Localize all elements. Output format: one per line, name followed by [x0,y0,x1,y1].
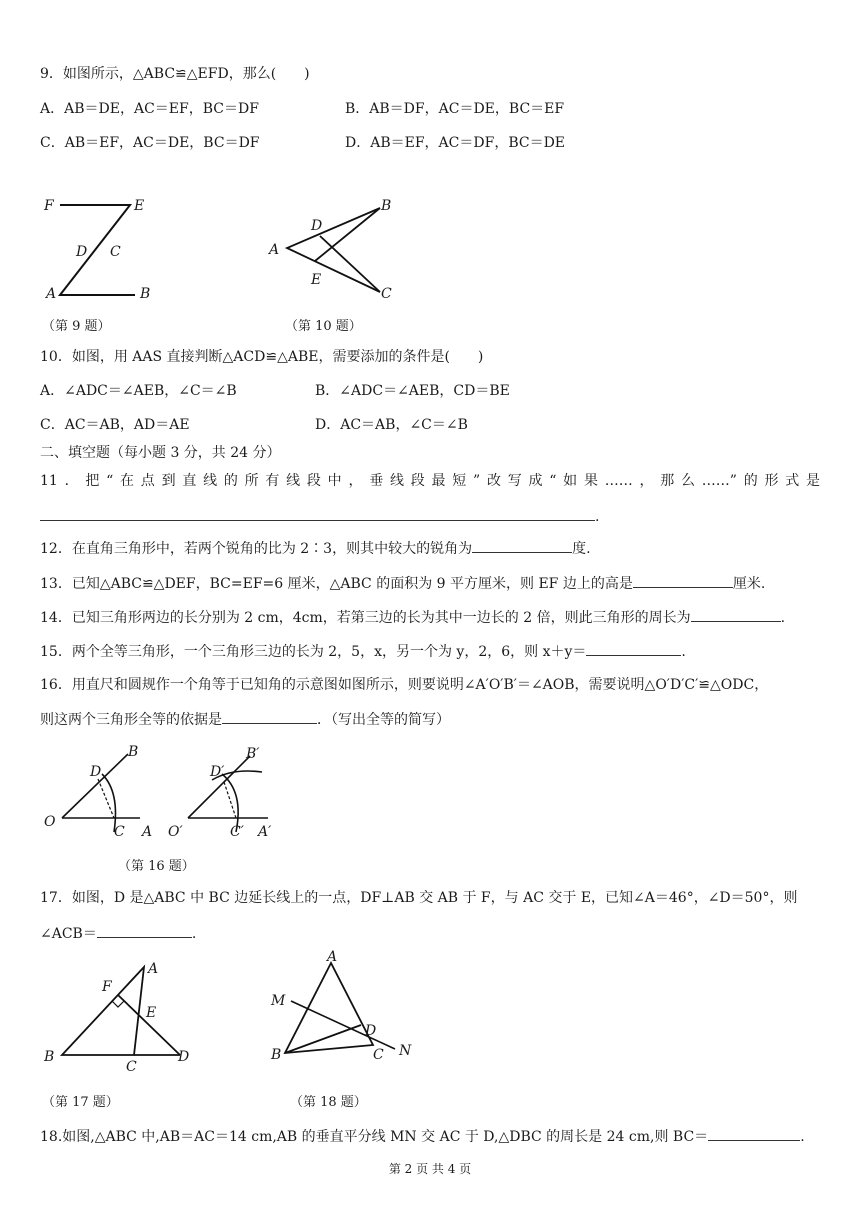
fig16-label-b-prime: B′ [246,746,260,762]
q16-text: 则这两个三角形全等的依据是 [40,712,222,728]
fig16-label-a: A [142,824,153,840]
fig10-label-d: D [311,218,323,234]
figure-10 [265,190,405,314]
fig16-label-c-prime: C′ [230,824,244,840]
fig17-label-d: D [178,1049,190,1065]
q13-blank[interactable] [633,573,733,588]
figure-17 [40,955,210,1079]
q18-blank[interactable] [708,1126,800,1141]
q18-text: 18.如图,△ABC 中,AB＝AC＝14 cm,AB 的垂直平分线 MN 交 AC 于 D,△DBC 的周长是 24 cm,则 BC＝ [40,1129,709,1145]
fig16-label-o-prime: O′ [168,824,183,840]
q13 [40,573,765,594]
figure-16 [40,740,290,854]
q10-option-d: D．AC＝AB，∠C＝∠B [315,417,468,433]
q12 [40,538,591,559]
q17-stem: 17．如图，D 是△ABC 中 BC 边延长线上的一点，DF⊥AB 交 AB 于 F，与 AC 交于 E，已知∠A＝46°，∠D＝50°，则 [40,890,798,906]
fig17-label-f: F [102,979,112,995]
q9-stem: 9．如图所示，△ABC≌△EFD，那么( ) [40,66,310,82]
q15 [40,641,686,662]
q13-post: 厘米. [732,576,766,592]
q15-text: 15．两个全等三角形，一个三角形三边的长为 2，5，x，另一个为 y，2，6，则 x＋y＝ [40,644,587,660]
q18-post: . [800,1129,805,1145]
fig17-label-b: B [44,1049,55,1065]
q10-stem: 10．如图，用 AAS 直接判断△ACD≌△ABE，需要添加的条件是( ) [40,349,484,365]
figure-18 [265,945,425,1079]
q11-tail: . [595,509,600,525]
fig9-label-b: B [140,286,151,302]
fig18-label-b: B [271,1047,282,1063]
q12-blank[interactable] [472,538,572,553]
q14-text: 14．已知三角形两边的长分别为 2 cm，4cm，若第三边的长为其中一边长的 2 倍，则此三角形的周长为 [40,610,691,626]
fig16-label-o: O [44,814,56,830]
fig17-label-e: E [146,1005,157,1021]
q11-answer-line [40,506,599,527]
fig10-label-a: A [269,242,280,258]
fig17-label-c: C [126,1059,137,1075]
q17-line2 [40,923,196,944]
fig10-label-e: E [311,272,322,288]
fig9-label-e: E [134,198,145,214]
q12-text: 12．在直角三角形中，若两个锐角的比为 2∶3，则其中较大的锐角为 [40,541,473,557]
fig16-label-c: C [114,824,125,840]
fig10-label-b: B [381,198,392,214]
section-2-title: 二、填空题（每小题 3 分，共 24 分） [40,445,281,461]
fig10-label-c: C [381,286,392,302]
q17-text: ∠ACB＝ [40,926,97,942]
page-footer: 第 2 页 共 4 页 [388,1162,472,1176]
q17-blank[interactable] [97,923,192,938]
fig18-label-c: C [373,1047,384,1063]
q10-option-b: B．∠ADC＝∠AEB，CD＝BE [315,383,510,399]
q17-post: . [191,926,197,942]
fig16-label-a-prime: A′ [258,824,272,840]
q15-post: . [681,644,686,660]
fig16-label-d-prime: D′ [210,764,225,780]
fig10-caption: （第 10 题） [285,319,362,334]
fig18-label-d: D [365,1023,377,1039]
fig9-label-d: D [76,244,88,260]
fig16-label-b: B [128,744,139,760]
q18 [40,1126,805,1147]
q15-blank[interactable] [586,641,681,656]
fig17-label-a: A [148,961,159,977]
q14-blank[interactable] [691,607,781,622]
figure-9 [40,190,170,314]
q10-option-a: A．∠ADC＝∠AEB，∠C＝∠B [40,383,237,399]
fig18-label-m: M [271,993,286,1009]
fig9-label-c: C [110,244,121,260]
q9-option-a: A．AB＝DE，AC＝EF，BC＝DF [40,101,259,117]
fig18-caption: （第 18 题） [290,1095,367,1110]
q10-option-c: C．AC＝AB，AD＝AE [40,417,190,433]
q13-text: 13．已知△ABC≌△DEF，BC=EF=6 厘米，△ABC 的面积为 9 平方厘米，则 EF 边上的高是 [40,576,633,592]
q12-post: 度. [572,541,591,557]
fig9-label-f: F [44,198,54,214]
fig16-label-d: D [90,764,102,780]
fig9-caption: （第 9 题） [42,319,111,334]
q14-post: . [780,610,786,626]
q11-stem: 11．把“在点到直线的所有线段中，垂线段最短”改写成“如果……，那么……”的形式是 [40,473,820,489]
q9-option-b: B．AB＝DF，AC＝DE，BC＝EF [345,101,565,117]
q9-option-c: C．AB＝EF，AC＝DE，BC＝DF [40,135,260,151]
fig16-caption: （第 16 题） [118,859,195,874]
fig9-label-a: A [46,286,57,302]
q9-option-d: D．AB＝EF，AC＝DF，BC＝DE [345,135,566,151]
q16-line2 [40,709,450,730]
q11-blank[interactable] [40,506,595,521]
fig18-label-n: N [399,1043,412,1059]
fig18-label-a: A [327,949,338,965]
q16-stem: 16．用直尺和圆规作一个角等于已知角的示意图如图所示，则要说明∠A′O′B′＝∠AOB，需要说明△O′D′C′≌△ODC， [40,677,769,693]
q16-post: ．（写出全等的简写） [317,712,450,728]
q14 [40,607,785,628]
fig17-caption: （第 17 题） [42,1095,119,1110]
q16-blank[interactable] [222,709,317,724]
